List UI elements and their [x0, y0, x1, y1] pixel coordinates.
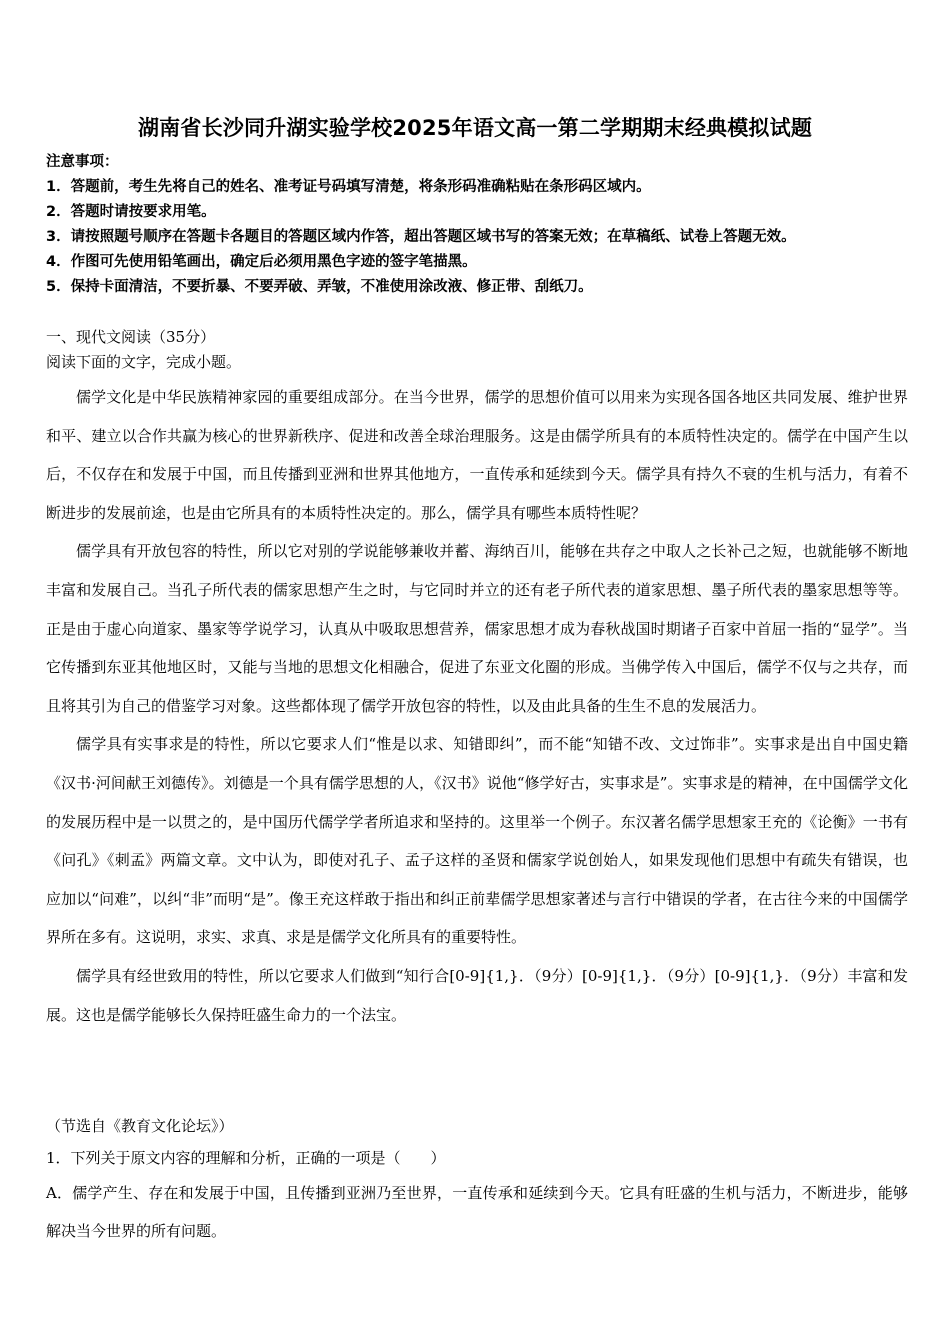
notice-item: 1．答题前，考生先将自己的姓名、准考证号码填写清楚，将条形码准确粘贴在条形码区域内。	[46, 179, 651, 195]
passage-paragraph: 儒学具有实事求是的特性，所以它要求人们“惟是以求、知错即纠”，而不能“知错不改、文过饰非”。实事求是出自中国史籍《汉书·河间献王刘德传》。刘德是一个具有儒学思想的人，《汉书》说他“修学好古，实事求是”。实事求是的精神，在中国儒学文化的发展历程中是一以贯之的，是中国历代儒学学者所追求和坚持的。这里举一个例子。东汉著名儒学思想家王充的《论衡》一书有《问孔》《刺孟》两篇文章。文中认为，即使对孔子、孟子这样的圣贤和儒家学说创始人，如果发现他们思想中有疏失有错误，也应加以“问难”，以纠“非”而明“是”。像王充这样敢于指出和纠正前辈儒学思想家著述与言行中错误的学者，在古往今来的中国儒学界所在多有。这说明，求实、求真、求是是儒学文化所具有的重要特性。	[46, 735, 908, 947]
notice-item: 2．答题时请按要求用笔。	[46, 204, 216, 220]
reading-passage	[46, 378, 908, 1034]
source-note: （节选自《教育文化论坛》）	[46, 1117, 234, 1135]
option-a: A．儒学产生、存在和发展于中国，且传播到亚洲乃至世界，一直传承和延续到今天。它具有旺盛的生机与活力，不断进步，能够解决当今世界的所有问题。	[46, 1184, 908, 1240]
question-block	[46, 1110, 908, 1250]
passage-paragraph: 儒学文化是中华民族精神家园的重要组成部分。在当今世界，儒学的思想价值可以用来为实现各国各地区共同发展、维护世界和平、建立以合作共赢为核心的世界新秩序、促进和改善全球治理服务。这是由儒学所具有的本质特性决定的。儒学在中国产生以后，不仅存在和发展于中国，而且传播到亚洲和世界其他地方，一直传承和延续到今天。儒学具有持久不衰的生机与活力，有着不断进步的发展前途，也是由它所具有的本质特性决定的。那么，儒学具有哪些本质特性呢？	[46, 388, 908, 522]
question-stem: 1．下列关于原文内容的理解和分析，正确的一项是（ ）	[46, 1149, 446, 1167]
notice-block	[46, 150, 916, 300]
section-heading: 一、现代文阅读（35分）	[46, 328, 216, 346]
notice-heading: 注意事项：	[46, 154, 119, 170]
passage-paragraph: 儒学具有经世致用的特性，所以它要求人们做到“知行合[0-9]{1,}．（9分）[0-9]{1,}．（9分）[0-9]{1,}．（9分）丰富和发展。这也是儒学能够长久保持旺盛生命力的一个法宝。	[46, 966, 908, 1024]
section-instruction: 阅读下面的文字，完成小题。	[46, 353, 242, 371]
passage-paragraph: 儒学具有开放包容的特性，所以它对别的学说能够兼收并蓄、海纳百川，能够在共存之中取人之长补己之短，也就能够不断地丰富和发展自己。当孔子所代表的儒家思想产生之时，与它同时并立的还有老子所代表的道家思想、墨子所代表的墨家思想等等。正是由于虚心向道家、墨家等学说学习，认真从中吸取思想营养，儒家思想才成为春秋战国时期诸子百家中首屈一指的“显学”。当它传播到东亚其他地区时，又能与当地的思想文化相融合，促进了东亚文化圈的形成。当佛学传入中国后，儒学不仅与之共存，而且将其引为自己的借鉴学习对象。这些都体现了儒学开放包容的特性，以及由此具备的生生不息的发展活力。	[46, 542, 908, 715]
notice-item: 5．保持卡面清洁，不要折暴、不要弄破、弄皱，不准使用涂改液、修正带、刮纸刀。	[46, 279, 593, 295]
notice-item: 3．请按照题号顺序在答题卡各题目的答题区域内作答，超出答题区域书写的答案无效；在草稿纸、试卷上答题无效。	[46, 229, 796, 245]
page-title: 湖南省长沙同升湖实验学校2025年语文高一第二学期期末经典模拟试题	[137, 116, 813, 140]
notice-item: 4．作图可先使用铅笔画出，确定后必须用黑色字迹的签字笔描黑。	[46, 254, 477, 270]
